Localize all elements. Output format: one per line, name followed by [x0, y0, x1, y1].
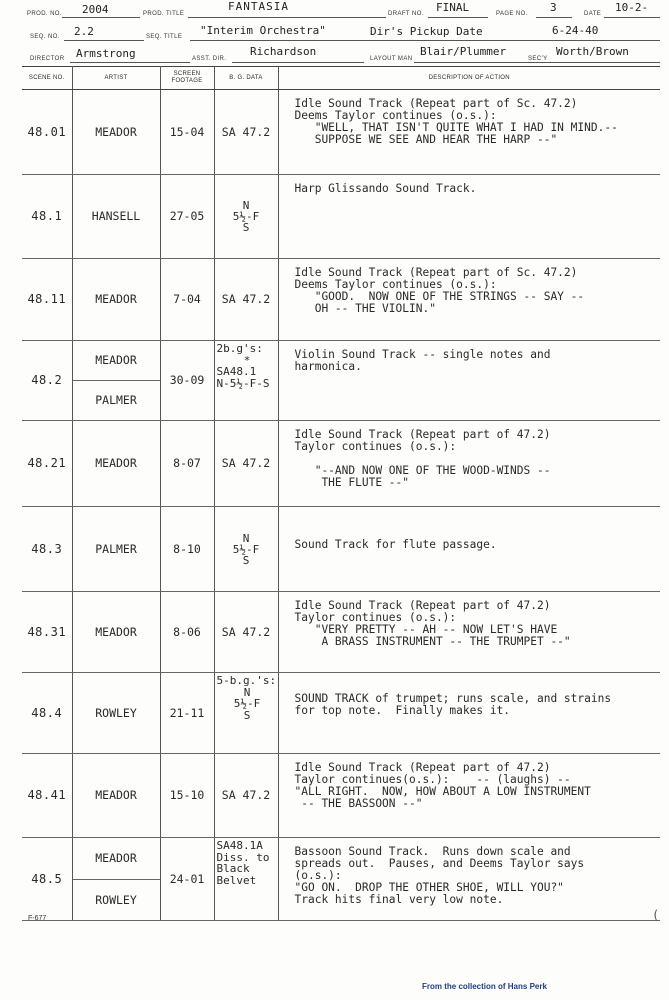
description-text: Harp Glissando Sound Track. [294, 182, 477, 195]
prod-title-value: FANTASIA [228, 0, 289, 13]
col-screen-footage: SCREEN FOOTAGE [160, 67, 214, 90]
scene-number-cell [22, 421, 72, 507]
scene-number-cell [22, 592, 72, 673]
footage-cell [160, 754, 214, 838]
scene-number: 48.1 [31, 209, 63, 224]
margin-mark: ( [652, 908, 660, 922]
description-cell [278, 175, 660, 259]
artist-name: MEADOR [95, 456, 137, 471]
secy-value: Worth/Brown [556, 45, 629, 58]
description-text: SOUND TRACK of trumpet; runs scale, and strains for top note. Finally makes it. [294, 692, 612, 717]
description-cell [278, 673, 660, 754]
screen-footage: 27-05 [169, 209, 205, 224]
bg-data-line: N [243, 685, 251, 699]
description-cell [278, 754, 660, 838]
artist-cell [72, 259, 160, 341]
description-cell [278, 838, 660, 921]
bg-data-line: N [242, 199, 250, 212]
page-no-value: 3 [550, 1, 557, 14]
artist-name: PALMER [95, 393, 137, 408]
scene-number-cell [22, 341, 72, 421]
table-row [22, 592, 660, 673]
screen-footage: 8-10 [173, 541, 201, 556]
footage-cell [160, 341, 214, 421]
description-text: Bassoon Sound Track. Runs down scale and spreads out. Pauses, and Deems Taylor says (o.s.): "GO ON. DROP THE OTHER SHOE, WILL YOU?" Track hits final very low note. [294, 845, 585, 906]
bg-data-line: N-5½-F-S [216, 376, 270, 390]
collection-credit: From the collection of Hans Perk [422, 982, 547, 991]
screen-footage: 15-10 [169, 788, 205, 803]
table-row [22, 421, 660, 507]
scene-number: 48.41 [27, 788, 67, 803]
footage-cell [160, 90, 214, 175]
scene-number: 48.11 [27, 292, 67, 307]
prod-title-label: PROD. TITLE [143, 11, 185, 17]
director-value: Armstrong [76, 47, 136, 60]
description-text: Idle Sound Track (Repeat part of Sc. 47.2) Deems Taylor continues (o.s.): "GOOD. NOW ONE OF THE STRINGS -- SAY -- OH -- THE VIOLIN." [294, 266, 585, 315]
bg-data-cell [214, 341, 278, 421]
description-cell [278, 592, 660, 673]
artist-name: MEADOR [95, 292, 137, 307]
scene-number-cell [22, 90, 72, 175]
pickup-label: Dir's Pickup Date [370, 25, 483, 38]
screen-footage: 30-09 [169, 373, 205, 388]
artist-cell [72, 421, 160, 507]
bg-data-line: SA 47.2 [221, 624, 271, 639]
footage-cell [160, 673, 214, 754]
secy-label: SEC'Y [528, 56, 548, 62]
seq-no-label: SEQ. NO. [30, 34, 60, 40]
col-artist: ARTIST [72, 67, 160, 90]
bg-data-line: SA 47.2 [221, 292, 271, 307]
artist-name: MEADOR [95, 788, 137, 803]
table-row [22, 507, 660, 592]
table-row [22, 754, 660, 838]
table-row [22, 259, 660, 341]
layout-man-label: LAYOUT MAN [370, 56, 413, 62]
screen-footage: 21-11 [169, 705, 205, 720]
scene-number-cell [22, 507, 72, 592]
bg-data-line: 5½-F [232, 542, 260, 556]
col-scene-no: SCENE NO. [22, 67, 72, 90]
bg-data-line: * [243, 353, 251, 367]
footage-cell [160, 838, 214, 921]
bg-data-line: Belvet [216, 873, 257, 887]
pickup-date-value: 6-24-40 [552, 24, 599, 37]
footage-cell [160, 507, 214, 592]
table-row [22, 838, 660, 921]
scene-number: 48.5 [31, 871, 63, 886]
artist-name: HANSELL [91, 209, 141, 224]
screen-footage: 24-01 [169, 871, 205, 886]
table-row [22, 90, 660, 175]
artist-name: ROWLEY [95, 892, 137, 907]
bg-data-line: SA48.1A [216, 839, 263, 852]
bg-data-cell [214, 175, 278, 259]
footage-cell [160, 175, 214, 259]
bg-data-line: S [242, 553, 250, 567]
artist-cell [72, 90, 160, 175]
description-cell [278, 259, 660, 341]
bg-data-line: 5-b.g.'s: [216, 674, 277, 687]
bg-data-line: 5½-F [233, 697, 261, 710]
bg-data-line: SA 47.2 [221, 456, 271, 471]
seq-title-value: "Interim Orchestra" [200, 24, 326, 37]
scene-number-cell [22, 838, 72, 921]
table-header-row [22, 67, 660, 90]
artist-cell [72, 175, 160, 259]
draft-no-value: FINAL [436, 1, 470, 14]
screen-footage: 8-07 [173, 456, 201, 471]
description-cell [278, 421, 660, 507]
seq-no-value: 2.2 [74, 25, 94, 38]
bg-data-line: Diss. to [216, 850, 270, 864]
date-value: 10-2- [615, 1, 649, 14]
artist-cell [72, 754, 160, 838]
bg-data-cell [214, 507, 278, 592]
table-row [22, 175, 660, 259]
scene-number: 48.4 [31, 705, 63, 720]
bg-data-line: 5½-F [232, 210, 260, 223]
bg-data-cell [214, 754, 278, 838]
artist-name: MEADOR [95, 624, 137, 639]
footage-cell [160, 592, 214, 673]
bg-data-cell [214, 673, 278, 754]
table-row [22, 341, 660, 421]
footage-cell [160, 421, 214, 507]
scene-number: 48.3 [31, 541, 63, 556]
bg-data-cell [214, 90, 278, 175]
col-description: DESCRIPTION OF ACTION [278, 67, 660, 90]
description-text: Sound Track for flute passage. [294, 538, 497, 551]
table-row [22, 673, 660, 754]
description-text: Idle Sound Track (Repeat part of 47.2) Taylor continues (o.s.): "--AND NOW ONE OF THE WOOD-WINDS -- THE FLUTE --" [294, 428, 551, 489]
bg-data-line: Black [216, 862, 250, 875]
bg-data-cell [214, 838, 278, 921]
bg-data-line: S [242, 221, 250, 234]
seq-title-label: SEQ. TITLE [146, 34, 183, 40]
scene-number: 48.31 [27, 624, 67, 639]
bg-data-cell [214, 592, 278, 673]
description-text: Violin Sound Track -- single notes and harmonica. [294, 348, 551, 373]
artist-name: MEADOR [95, 353, 137, 368]
col-bg-data: B. G. DATA [214, 67, 278, 90]
draft-no-label: DRAFT NO. [388, 11, 424, 17]
artist-name: MEADOR [95, 851, 137, 865]
bg-data-line: SA48.1 [216, 365, 257, 378]
scene-number-cell [22, 259, 72, 341]
scene-number-cell [22, 673, 72, 754]
asst-dir-value: Richardson [250, 45, 317, 58]
scene-number-cell [22, 175, 72, 259]
description-text: Idle Sound Track (Repeat part of Sc. 47.2) Deems Taylor continues (o.s.): "WELL, THAT ISN'T QUITE WHAT I HAD IN MIND.-- SUPPOSE WE SEE AND HEAR THE HARP --" [294, 97, 618, 146]
artist-name: ROWLEY [95, 705, 137, 720]
artist-cell [72, 507, 160, 592]
asst-dir-label: ASST. DIR. [192, 56, 227, 62]
scene-table [22, 66, 660, 921]
scene-number: 48.21 [27, 456, 67, 471]
description-text: Idle Sound Track (Repeat part of 47.2) Taylor continues(o.s.): -- (laughs) -- "ALL RIGHT. NOW, HOW ABOUT A LOW INSTRUMENT -- THE BASSOON --" [294, 761, 591, 810]
screen-footage: 7-04 [173, 292, 201, 307]
artist-cell [72, 341, 160, 421]
scene-number: 48.01 [27, 124, 67, 139]
artist-name: MEADOR [95, 124, 137, 139]
description-cell [278, 507, 660, 592]
scene-number: 48.2 [31, 373, 63, 388]
screen-footage: 8-06 [173, 624, 201, 639]
description-cell [278, 341, 660, 421]
bg-data-line: SA 47.2 [221, 124, 271, 139]
description-cell [278, 90, 660, 175]
bg-data-line: S [243, 708, 251, 722]
bg-data-line: 2b.g's: [216, 342, 263, 355]
layout-man-value: Blair/Plummer [420, 45, 507, 58]
bg-data-cell [214, 421, 278, 507]
artist-cell [72, 673, 160, 754]
artist-name: PALMER [95, 541, 137, 556]
artist-cell [72, 592, 160, 673]
footage-cell [160, 259, 214, 341]
screen-footage: 15-04 [169, 124, 205, 139]
director-label: DIRECTOR [30, 56, 65, 62]
prod-no-label: PROD. NO. [27, 11, 62, 17]
prod-no-value: 2004 [82, 3, 109, 16]
form-code: F-677 [28, 915, 47, 922]
description-text: Idle Sound Track (Repeat part of 47.2) Taylor continues (o.s.): "VERY PRETTY -- AH -- NOW LET'S HAVE A BRASS INSTRUMENT -- THE TRUMPET --" [294, 599, 571, 648]
page-no-label: PAGE NO. [496, 11, 528, 17]
bg-data-line: SA 47.2 [221, 788, 271, 803]
scene-number-cell [22, 754, 72, 838]
date-label: DATE [584, 11, 602, 17]
bg-data-line: N [242, 531, 250, 545]
bg-data-cell [214, 259, 278, 341]
artist-cell [72, 838, 160, 921]
